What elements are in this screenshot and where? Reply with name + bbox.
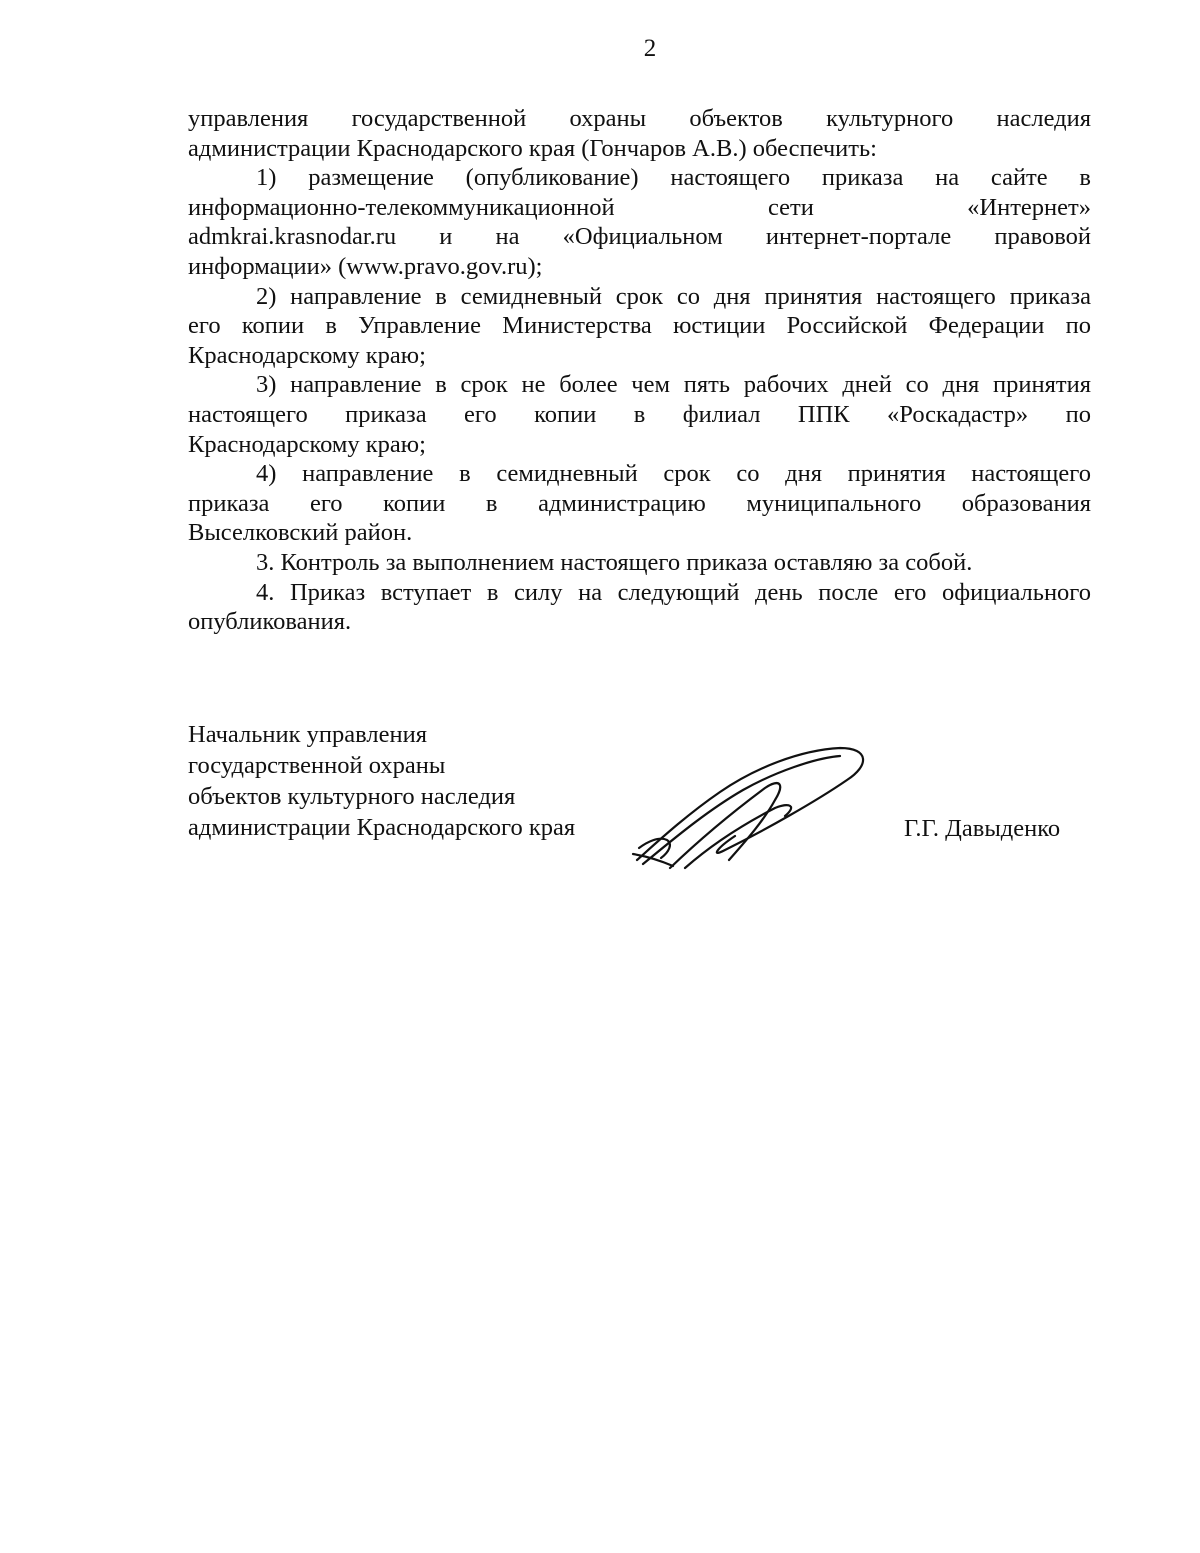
clause-3-paragraph bbox=[188, 548, 1091, 578]
item-4-paragraph bbox=[188, 459, 1091, 548]
item-2-line: его копии в Управление Министерства юстиции Российской Федерации по bbox=[188, 312, 1091, 340]
item-1-line: информации» (www.pravo.gov.ru); bbox=[188, 252, 543, 280]
intro-line: управления государственной охраны объектов культурного наследия bbox=[188, 105, 1091, 132]
position-line: Начальник управления bbox=[188, 721, 427, 748]
page-number: 2 bbox=[643, 35, 657, 62]
item-3-line: настоящего приказа его копии в филиал ППК «Роскадастр» по bbox=[188, 400, 1091, 428]
item-4-line: приказа его копии в администрацию муниципального образования bbox=[188, 489, 1091, 517]
item-3-paragraph bbox=[188, 370, 1091, 459]
item-1-line: информационно-телекоммуникационной сети «Интернет» bbox=[188, 193, 1091, 221]
item-2-line: 2) направление в семидневный срок со дня принятия настоящего приказа bbox=[256, 282, 1091, 310]
intro-line: администрации Краснодарского края (Гончаров А.В.) обеспечить: bbox=[188, 134, 877, 162]
clause-4-line: опубликования. bbox=[188, 608, 352, 636]
clause-4-line: 4. Приказ вступает в силу на следующий день после его официального bbox=[256, 578, 1091, 606]
document-body bbox=[188, 104, 1091, 637]
clause-4-paragraph bbox=[188, 578, 1091, 637]
handwritten-signature bbox=[625, 744, 875, 874]
item-1-line: admkrai.krasnodar.ru и на «Официальном интернет-портале правовой bbox=[188, 223, 1091, 251]
signatory-position bbox=[188, 719, 575, 843]
clause-3-line: 3. Контроль за выполнением настоящего приказа оставляю за собой. bbox=[256, 548, 973, 576]
position-line: объектов культурного наследия bbox=[188, 783, 516, 810]
item-3-line: 3) направление в срок не более чем пять рабочих дней со дня принятия bbox=[256, 371, 1091, 399]
item-2-paragraph bbox=[188, 282, 1091, 371]
item-4-line: 4) направление в семидневный срок со дня принятия настоящего bbox=[256, 460, 1091, 488]
intro-paragraph bbox=[188, 104, 1091, 163]
item-3-line: Краснодарскому краю; bbox=[188, 430, 426, 458]
item-4-line: Выселковский район. bbox=[188, 519, 413, 547]
item-2-line: Краснодарскому краю; bbox=[188, 341, 426, 369]
position-line: администрации Краснодарского края bbox=[188, 814, 576, 841]
signatory-name: Г.Г. Давыденко bbox=[904, 815, 1061, 842]
position-line: государственной охраны bbox=[188, 752, 446, 779]
item-1-line: 1) размещение (опубликование) настоящего приказа на сайте в bbox=[256, 164, 1091, 192]
item-1-paragraph bbox=[188, 163, 1091, 281]
